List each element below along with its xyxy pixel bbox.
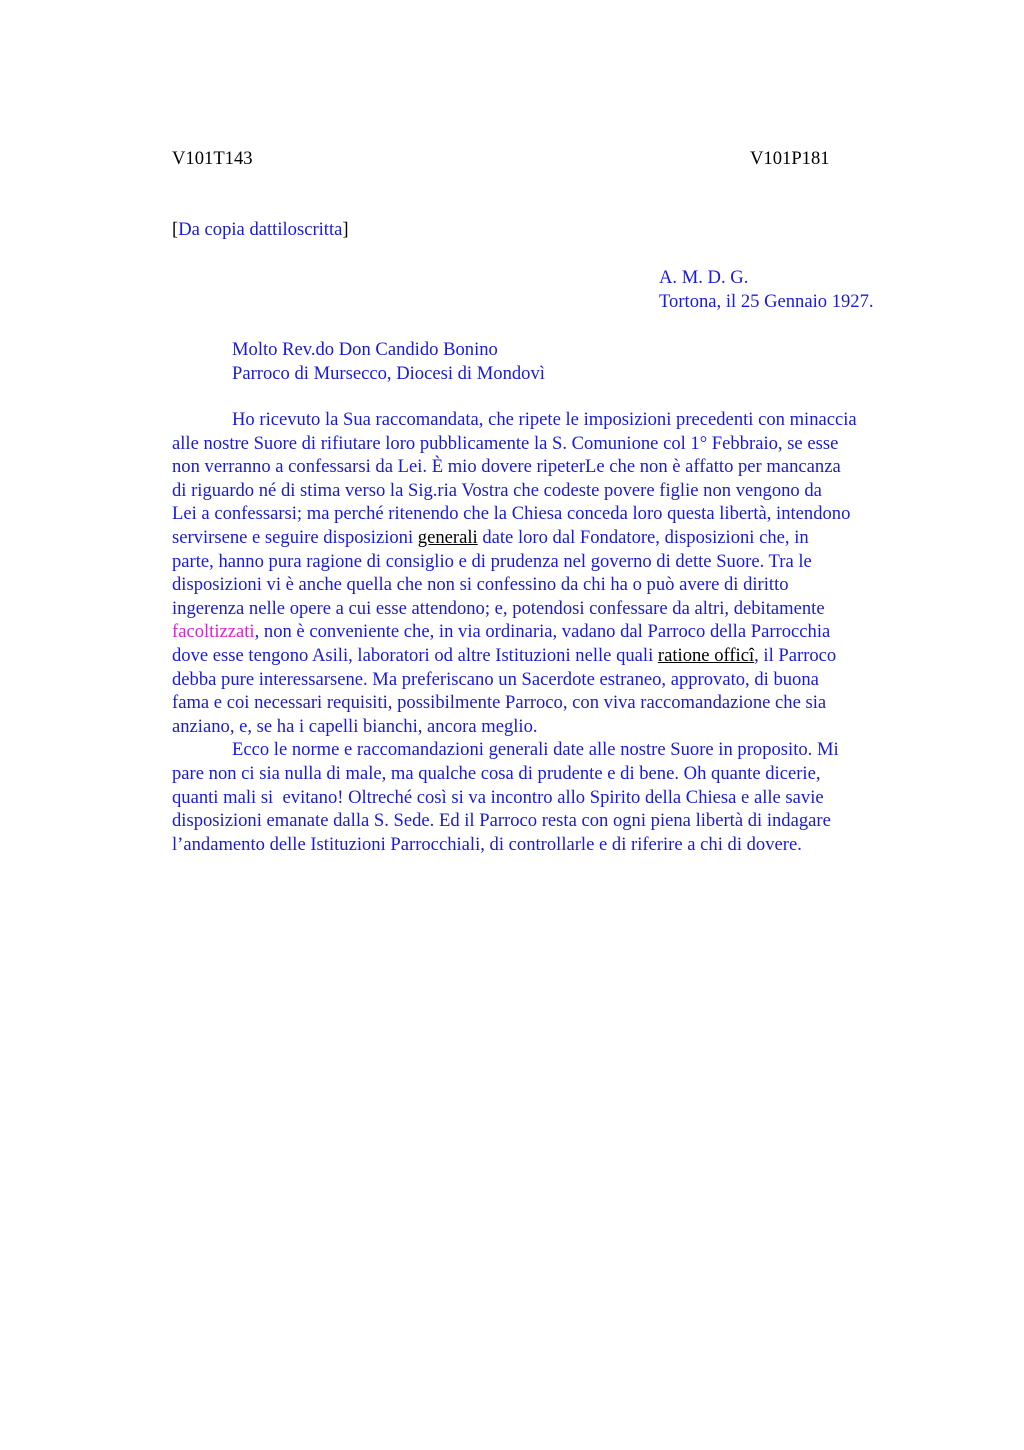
paragraph-line: debba pure interessarsene. Ma preferiscano un Sacerdote estraneo, approvato, di buona bbox=[172, 668, 819, 690]
paragraph-line: alle nostre Suore di rifiutare loro pubblicamente la S. Comunione col 1° Febbraio, se esse bbox=[172, 432, 839, 454]
paragraph-line: disposizioni emanate dalla S. Sede. Ed il Parroco resta con ogni piena libertà di indagare bbox=[172, 810, 831, 832]
text-segment: dove esse tengono Asili, laboratori od altre Istituzioni nelle quali bbox=[172, 644, 658, 666]
paragraph-line: quanti mali si evitano! Oltreché così si va incontro allo Spirito della Chiesa e alle savie bbox=[172, 786, 824, 808]
paragraph-line: Lei a confessarsi; ma perché ritenendo che la Chiesa conceda loro questa libertà, intendono bbox=[172, 503, 851, 525]
document-code-left: V101T143 bbox=[172, 148, 253, 169]
paragraph-line: Ho ricevuto la Sua raccomandata, che ripete le imposizioni precedenti con minaccia bbox=[232, 409, 857, 430]
highlighted-word: facoltizzati bbox=[172, 621, 255, 643]
paragraph-line: Ecco le norme e raccomandazioni generali date alle nostre Suore in proposito. Mi bbox=[232, 739, 839, 761]
place-date: Tortona, il 25 Gennaio 1927. bbox=[659, 290, 874, 312]
paragraph-2 bbox=[172, 738, 932, 856]
text-segment: servirsene e seguire disposizioni bbox=[172, 526, 418, 548]
date-block bbox=[659, 266, 874, 313]
paragraph-line: non verranno a confessarsi da Lei. È mio dovere ripeterLe che non è affatto per mancanza bbox=[172, 456, 841, 478]
paragraph-line: di riguardo né di stima verso la Sig.ria Vostra che codeste povere figlie non vengono da bbox=[172, 479, 822, 501]
document-code-right: V101P181 bbox=[750, 148, 830, 169]
paragraph-line: anziano, e, se ha i capelli bianchi, ancora meglio. bbox=[172, 715, 538, 737]
paragraph-1 bbox=[172, 408, 932, 738]
text-segment: , il Parroco bbox=[754, 644, 837, 666]
paragraph-line: disposizioni vi è anche quella che non si confessino da chi ha o può avere di diritto bbox=[172, 574, 789, 596]
addressee-block bbox=[232, 338, 545, 385]
addressee-name: Molto Rev.do Don Candido Bonino bbox=[232, 339, 498, 360]
paragraph-line bbox=[172, 526, 932, 550]
paragraph-line bbox=[172, 620, 932, 644]
source-note-text: Da copia dattiloscritta bbox=[178, 219, 343, 240]
text-segment: date loro dal Fondatore, disposizioni che, in bbox=[477, 526, 809, 548]
paragraph-line: fama e coi necessari requisiti, possibilmente Parroco, con viva raccomandazione che sia bbox=[172, 692, 827, 714]
addressee-role: Parroco di Mursecco, Diocesi di Mondovì bbox=[232, 362, 545, 384]
paragraph-line: pare non ci sia nulla di male, ma qualche cosa di prudente e di bene. Oh quante dicerie, bbox=[172, 762, 821, 784]
motto: A. M. D. G. bbox=[659, 267, 749, 288]
letter-body bbox=[172, 408, 932, 856]
paragraph-line bbox=[172, 644, 932, 668]
underlined-phrase: ratione officî bbox=[657, 644, 755, 666]
paragraph-line: l’andamento delle Istituzioni Parrocchiali, di controllarle e di riferire a chi di dovere. bbox=[172, 833, 802, 855]
paragraph-line: parte, hanno pura ragione di consiglio e di prudenza nel governo di dette Suore. Tra le bbox=[172, 550, 812, 572]
text-segment: , non è conveniente che, in via ordinaria, vadano dal Parroco della Parrocchia bbox=[254, 621, 831, 643]
source-note-open-bracket: [ bbox=[172, 219, 179, 240]
paragraph-line: ingerenza nelle opere a cui esse attendono; e, potendosi confessare da altri, debitamente bbox=[172, 597, 825, 619]
source-note bbox=[172, 218, 349, 242]
source-note-close-bracket: ] bbox=[342, 219, 349, 240]
underlined-word: generali bbox=[417, 526, 478, 548]
